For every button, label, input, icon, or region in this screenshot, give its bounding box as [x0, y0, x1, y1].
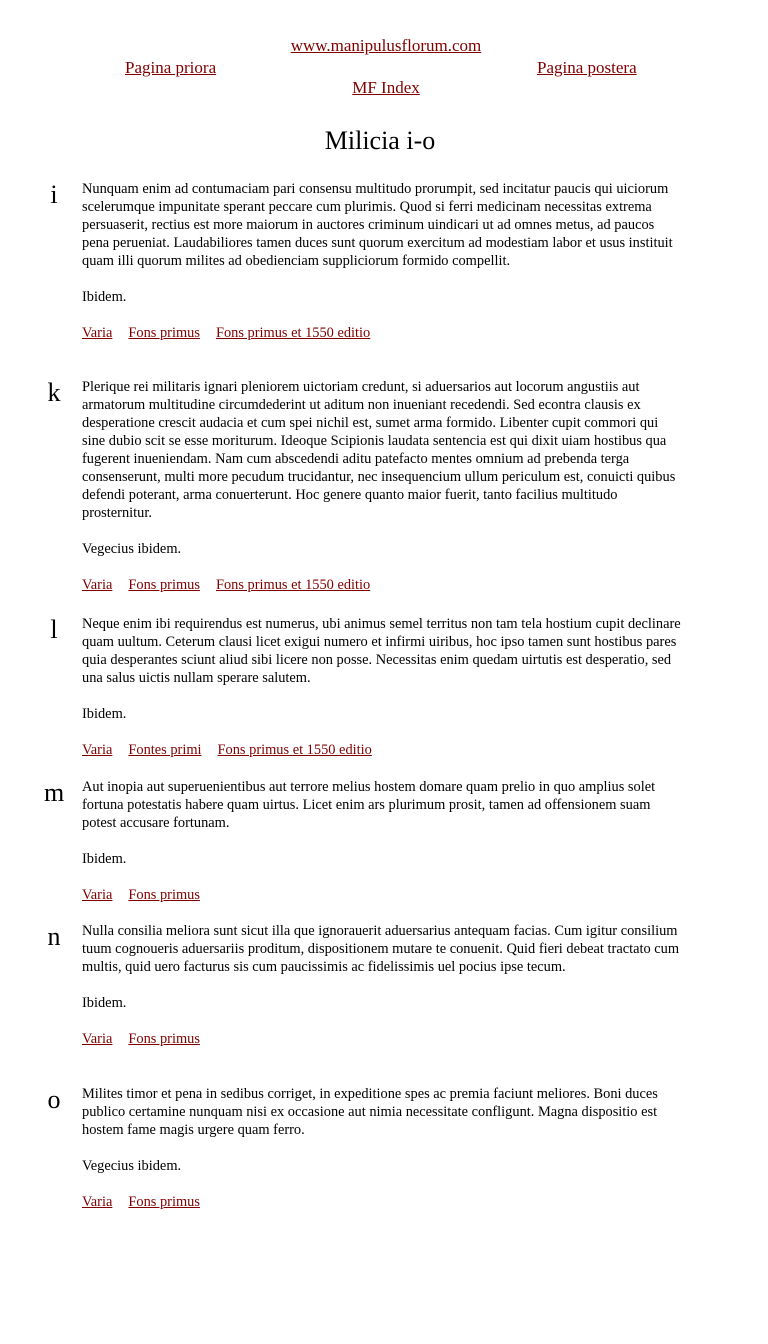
entry-source: Ibidem.	[82, 289, 127, 305]
entry-links	[82, 324, 682, 342]
entry-source: Ibidem.	[82, 706, 127, 722]
fons-primus-et-1550-editio-link[interactable]: Fons primus et 1550 editio	[215, 325, 371, 341]
entry-text: Milites timor et pena in sedibus corriget, in expeditione spes ac premia faciunt meliores. Boni duces publico certamine nunquam nisi ex occasione aut nimia necessitate confligunt. Magna dispositio est hostem fame magis urgere quam ferro.	[82, 1086, 658, 1138]
entry-letter: l	[50, 615, 58, 644]
entry-source: Ibidem.	[82, 851, 127, 867]
entry-letter: k	[47, 378, 61, 407]
fons-primus-link[interactable]: Fons primus	[128, 577, 200, 593]
entry-letter: n	[47, 922, 61, 951]
next-page-link[interactable]: Pagina postera	[537, 58, 637, 77]
entry-letter: m	[44, 778, 65, 807]
entry-text: Neque enim ibi requirendus est numerus, ubi animus semel territus non tam tela hostium cupit declinare quam uultum. Ceterum clausi licet exigui numero et infirmi uiribus, hoc ipso tamen sunt hostibus pares quia desperantes sciunt aliud sibi licere non posse. Necessitas enim quedam uirtutis est desperatio, sed una salus uictis nullam sperare salutem.	[82, 616, 681, 686]
entry-letter: o	[47, 1085, 61, 1114]
entry-source: Vegecius ibidem.	[82, 1158, 182, 1174]
entry-content	[82, 1085, 682, 1211]
entry-links	[82, 1193, 682, 1211]
previous-page-link[interactable]: Pagina priora	[125, 58, 217, 77]
entry-content	[82, 378, 682, 594]
fons-primus-link[interactable]: Fons primus	[128, 1194, 200, 1210]
varia-link[interactable]: Varia	[82, 1031, 113, 1047]
entry-source: Vegecius ibidem.	[82, 541, 182, 557]
varia-link[interactable]: Varia	[82, 325, 113, 341]
entry-links	[82, 886, 682, 904]
entry-links	[82, 576, 682, 594]
entry-content	[82, 922, 682, 1048]
entry-content	[82, 778, 682, 904]
fontes-primi-link[interactable]: Fontes primi	[128, 742, 202, 758]
varia-link[interactable]: Varia	[82, 887, 113, 903]
fons-primus-link[interactable]: Fons primus	[128, 325, 200, 341]
entry-text: Nunquam enim ad contumaciam pari consensu multitudo prorumpit, sed incitatur paucis qui uiciorum scelerumque impunitate sperant peccare cum plurimis. Quod si ferri medicinam necessitas extrema persuaserit, rectius est more maiorum in auctores criminum uindicari ut ad omnes metus, ad paucos pena perueniat. Laudabiliores tamen duces sunt quorum exercitum ad modestiam labor et usus instituit quam illi quorum milites ad obedienciam suppliciorum formido compellit.	[82, 181, 673, 269]
fons-primus-et-1550-editio-link[interactable]: Fons primus et 1550 editio	[215, 577, 371, 593]
entry-text: Plerique rei militaris ignari pleniorem uictoriam credunt, si aduersarios aut locorum angustiis aut armatorum multitudine circumdederint ut aditum non inueniant recedendi. Sed econtra clausis ex desperatione crescit audacia et cum spei nichil est, sumet arma formido. Libenter cupit commori qui sine dubio scit se esse moriturum. Ideoque Scipionis laudata sentencia est qui dixit uiam hostibus qua fugerent inueniendam. Nam cum abscedendi aditu patefacto mentes omnium ad prebenda terga consenserunt, multi more pecudum trucidantur, nec insequencium ullum periculum est, conuicti quibus defendi poterant, arma conuerterunt. Hoc genere quanto maior fuerit, tanto facilius multitudo prosternitur.	[82, 379, 676, 521]
index-link[interactable]: MF Index	[352, 78, 420, 97]
entry-letter: i	[50, 180, 58, 209]
varia-link[interactable]: Varia	[82, 1194, 113, 1210]
entry-text: Nulla consilia meliora sunt sicut illa que ignorauerit aduersarius antequam facias. Cum igitur consilium tuum cognoueris aduersariis proditum, dispositionem mutare te conuenit. Quid fieri debeat tractato cum multis, quid uero facturus sis cum paucissimis ac fidelissimis uel pocius ipse tecum.	[82, 923, 680, 975]
page-title: Milicia i-o	[324, 126, 436, 155]
site-link[interactable]: www.manipulusflorum.com	[290, 36, 482, 55]
varia-link[interactable]: Varia	[82, 742, 113, 758]
fons-primus-link[interactable]: Fons primus	[128, 887, 200, 903]
entry-content	[82, 615, 682, 759]
entry-source: Ibidem.	[82, 995, 127, 1011]
fons-primus-et-1550-editio-link[interactable]: Fons primus et 1550 editio	[217, 742, 372, 758]
entry-links	[82, 1030, 682, 1048]
entry-content	[82, 180, 682, 342]
entry-links	[82, 741, 682, 759]
varia-link[interactable]: Varia	[82, 577, 113, 593]
entry-text: Aut inopia aut superuenientibus aut terrore melius hostem domare quam prelio in quo amplius solet fortuna potestatis habere quam uirtus. Licet enim ars plurimum prosit, tamen ad offensionem suam potest accusare fortunam.	[82, 779, 656, 831]
fons-primus-link[interactable]: Fons primus	[128, 1031, 200, 1047]
